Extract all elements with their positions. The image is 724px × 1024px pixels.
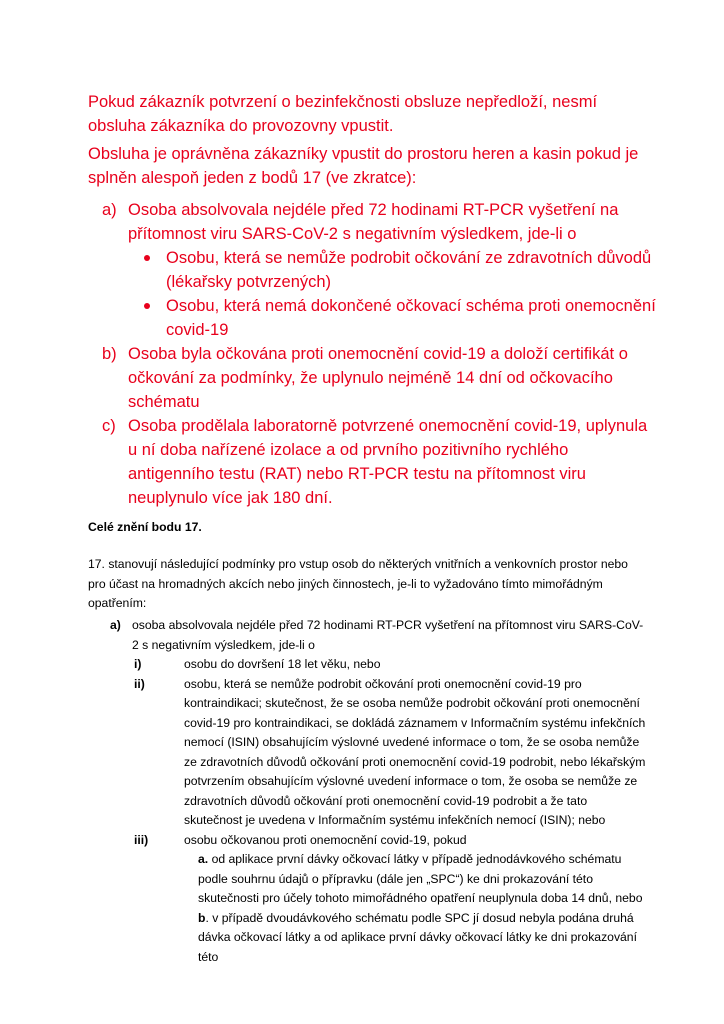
full-item-text: . v případě dvoudávkového schématu podle SPC jí dosud nebyla podána druhá dávka očkovací látky a od aplikace první dávky očkovací látky ke dni prokazování této <box>198 910 637 964</box>
full-item-ii <box>88 675 648 831</box>
summary-item-a <box>88 198 658 246</box>
summary-bullet <box>128 294 658 342</box>
full-item-i <box>88 655 648 675</box>
list-marker: b <box>198 910 206 925</box>
full-text-intro: 17. stanovují následující podmínky pro vstup osob do některých vnitřních a venkovních prostor nebo pro účast na hromadných akcích nebo jiných činnostech, je-li to vyžadováno tímto mimořádným opatřením: <box>88 557 628 610</box>
summary-item-b <box>88 342 658 414</box>
full-item-text: od aplikace první dávky očkovací látky v případě jednodávkového schématu podle souhrnu údajů o přípravku (dále jen „SPC“) ke dni prokazování této skutečnosti pro účely tohoto mimořádného opatření neuplynula doba 14 dnů, nebo <box>198 852 643 905</box>
full-text-list <box>88 616 648 967</box>
notice-paragraph: Pokud zákazník potvrzení o bezinfekčnosti obsluze nepředloží, nesmí obsluha zákazníka do provozovny vpustit. <box>88 93 598 135</box>
list-marker: iii) <box>134 832 149 847</box>
bullet-text: Osobu, která se nemůže podrobit očkování ze zdravotních důvodů (lékařsky potvrzených) <box>166 249 652 291</box>
full-item-a <box>88 616 648 655</box>
list-marker: i) <box>134 657 142 671</box>
summary-item-c <box>88 414 658 510</box>
full-item-text: osoba absolvovala nejdéle před 72 hodinami RT-PCR vyšetření na přítomnost viru SARS-CoV-2 s negativním výsledkem, jde-li o <box>132 618 644 652</box>
list-marker: a) <box>102 201 117 219</box>
list-marker: a. <box>198 852 209 866</box>
summary-item-text: Osoba byla očkována proti onemocnění covid-19 a doloží certifikát o očkování za podmínky, že uplynulo nejméně 14 dní od očkovacího schématu <box>128 345 628 411</box>
conditions-intro: Obsluha je oprávněna zákazníky vpustit do prostoru heren a kasin pokud je splněn alespoň jeden z bodů 17 (ve zkratce): <box>88 145 639 187</box>
bullet-icon <box>144 255 150 261</box>
list-marker: c) <box>102 417 116 435</box>
list-marker: b) <box>102 345 117 363</box>
full-text-heading: Celé znění bodu 17. <box>88 520 202 534</box>
full-item-text: osobu očkovanou proti onemocnění covid-19, pokud <box>184 832 467 847</box>
bullet-text: Osobu, která nemá dokončené očkovací schéma proti onemocnění covid-19 <box>166 297 656 339</box>
summary-list <box>88 198 658 510</box>
summary-item-text: Osoba absolvovala nejdéle před 72 hodinami RT-PCR vyšetření na přítomnost viru SARS-CoV-2 s negativním výsledkem, jde-li o <box>128 201 619 243</box>
bullet-icon <box>144 303 150 309</box>
full-item-iii <box>88 831 648 851</box>
list-marker: ii) <box>134 676 145 691</box>
full-item-text: osobu, která se nemůže podrobit očkování proti onemocnění covid-19 pro kontraindikaci; skutečnost, že se osoba nemůže podrobit očkování proti onemocnění covid-19 pro kontraindikaci, se dokládá záznamem v Informačním systému infekčních nemocí (ISIN) obsahujícím výslovné uvedené informace o tom, že se osoba nemůže ze zdravotních důvodů očkování proti onemocnění covid-19 podrobit, nebo lékařským potvrzením obsahujícím výslovné uvedení informace o tom, že osoba se nemůže ze zdravotních důvodů očkování proti onemocnění covid-19 podrobit a že tato skutečnost je uvedena v Informačním systému infekčních nemocí (ISIN); nebo <box>184 676 646 827</box>
summary-item-text: Osoba prodělala laboratorně potvrzené onemocnění covid-19, uplynula u ní doba nařízené izolace a od prvního pozitivního rychlého antigenního testu (RAT) nebo RT-PCR testu na přítomnost viru neuplynulo více jak 180 dní. <box>128 417 648 507</box>
full-item-text: osobu do dovršení 18 let věku, nebo <box>184 657 381 671</box>
summary-bullet <box>128 246 658 294</box>
full-subitem-b <box>88 909 648 968</box>
list-marker: a) <box>110 618 121 632</box>
full-subitem-a <box>88 850 648 909</box>
